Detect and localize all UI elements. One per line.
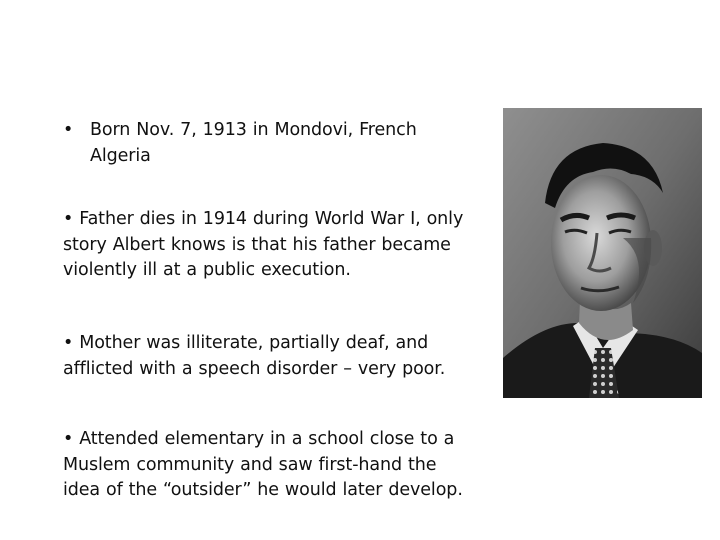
- bullet-marker: •: [63, 209, 74, 229]
- bullet-item-mother: [63, 331, 445, 382]
- portrait-illustration: [503, 108, 702, 398]
- bullet-item-father: [63, 207, 463, 284]
- bullet-marker: •: [63, 120, 74, 140]
- bullet-marker: •: [63, 333, 74, 353]
- portrait-photo: [503, 108, 702, 398]
- bullet-line: violently ill at a public execution.: [63, 260, 351, 280]
- bullet-line: Father dies in 1914 during World War I, only: [79, 209, 464, 229]
- bullet-line: Born Nov. 7, 1913 in Mondovi, French: [90, 120, 417, 140]
- bullet-line: Attended elementary in a school close to a: [79, 429, 455, 449]
- bullet-line: Muslem community and saw first-hand the: [63, 454, 437, 475]
- bullet-line: story Albert knows is that his father became: [63, 234, 451, 255]
- bullet-line: Mother was illiterate, partially deaf, and: [79, 333, 429, 353]
- bullet-marker: •: [63, 429, 74, 449]
- bullet-line: idea of the “outsider” he would later develop.: [63, 480, 463, 500]
- bullet-line: afflicted with a speech disorder – very poor.: [63, 358, 446, 379]
- bullet-item-birth: [63, 118, 417, 169]
- bullet-line: Algeria: [90, 145, 151, 166]
- bullet-item-school: [63, 427, 463, 504]
